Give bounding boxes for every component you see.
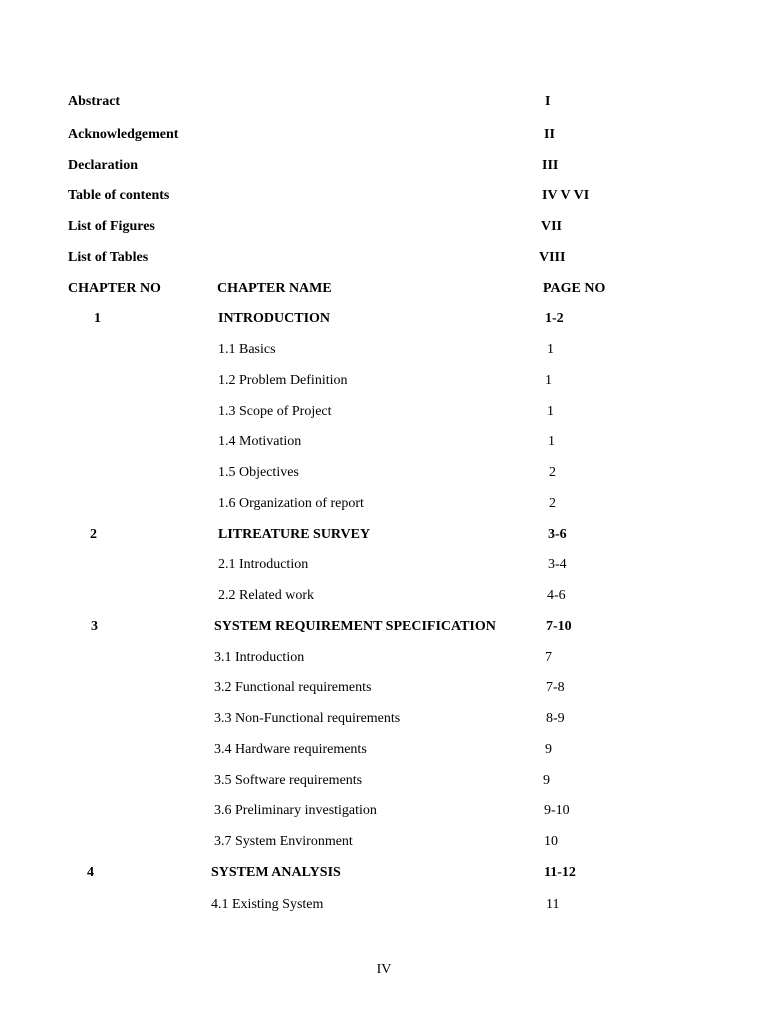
toc-page: I xyxy=(545,94,551,109)
toc-label: Declaration xyxy=(68,158,138,173)
section-title: 3.5 Software requirements xyxy=(214,773,363,788)
section-page: 9 xyxy=(545,742,552,757)
chapter-title: SYSTEM ANALYSIS xyxy=(211,865,341,880)
chapter-row xyxy=(0,525,768,545)
section-row xyxy=(0,371,768,391)
page-number-footer: IV xyxy=(376,962,392,977)
section-page: 7-8 xyxy=(546,680,565,695)
toc-row-list-of-figures xyxy=(0,217,768,237)
chapter-title: SYSTEM REQUIREMENT SPECIFICATION xyxy=(214,619,496,634)
section-title: 3.7 System Environment xyxy=(214,834,353,849)
section-page: 3-4 xyxy=(548,557,567,572)
section-title: 3.1 Introduction xyxy=(214,650,305,665)
toc-page: IV V VI xyxy=(542,188,590,203)
chapter-pages: 3-6 xyxy=(548,527,567,542)
section-row xyxy=(0,586,768,606)
chapter-name-heading: CHAPTER NAME xyxy=(217,281,332,296)
toc-label: Abstract xyxy=(68,94,121,109)
toc-page: II xyxy=(544,127,555,142)
section-page: 1 xyxy=(547,342,554,357)
section-title: 2.2 Related work xyxy=(218,588,315,603)
toc-column-header xyxy=(0,279,768,299)
section-title: 1.1 Basics xyxy=(218,342,276,357)
section-page: 7 xyxy=(545,650,552,665)
section-page: 11 xyxy=(546,897,560,912)
section-row xyxy=(0,801,768,821)
section-row xyxy=(0,494,768,514)
chapter-row xyxy=(0,309,768,329)
section-row xyxy=(0,709,768,729)
section-row xyxy=(0,340,768,360)
section-title: 3.3 Non-Functional requirements xyxy=(214,711,401,726)
section-page: 1 xyxy=(548,434,555,449)
toc-label: List of Figures xyxy=(68,219,155,234)
section-title: 4.1 Existing System xyxy=(211,897,324,912)
section-row xyxy=(0,402,768,422)
toc-label: Acknowledgement xyxy=(68,127,179,142)
chapter-pages: 11-12 xyxy=(544,865,576,880)
section-title: 1.6 Organization of report xyxy=(218,496,364,511)
section-row xyxy=(0,771,768,791)
section-title: 1.5 Objectives xyxy=(218,465,299,480)
section-title: 2.1 Introduction xyxy=(218,557,309,572)
section-page: 9-10 xyxy=(544,803,570,818)
toc-row-list-of-tables xyxy=(0,248,768,268)
section-row xyxy=(0,895,768,915)
toc-row-declaration xyxy=(0,156,768,176)
chapter-no-heading: CHAPTER NO xyxy=(68,281,161,296)
section-page: 9 xyxy=(543,773,550,788)
section-row xyxy=(0,678,768,698)
toc-label: List of Tables xyxy=(68,250,149,265)
chapter-number: 1 xyxy=(94,311,101,326)
toc-page: VII xyxy=(541,219,563,234)
toc-label: Table of contents xyxy=(68,188,170,203)
section-page: 8-9 xyxy=(546,711,565,726)
section-page: 1 xyxy=(547,404,554,419)
chapter-title: INTRODUCTION xyxy=(218,311,331,326)
section-row xyxy=(0,432,768,452)
toc-row-abstract xyxy=(0,92,768,112)
chapter-row xyxy=(0,863,768,883)
page-no-heading: PAGE NO xyxy=(543,281,606,296)
section-title: 3.6 Preliminary investigation xyxy=(214,803,377,818)
section-row xyxy=(0,648,768,668)
toc-row-acknowledgement xyxy=(0,125,768,145)
chapter-row xyxy=(0,617,768,637)
section-page: 10 xyxy=(544,834,558,849)
section-title: 3.4 Hardware requirements xyxy=(214,742,367,757)
section-row xyxy=(0,463,768,483)
toc-page: III xyxy=(542,158,559,173)
toc-page: VIII xyxy=(539,250,566,265)
section-title: 1.4 Motivation xyxy=(218,434,302,449)
chapter-title: LITREATURE SURVEY xyxy=(218,527,371,542)
section-page: 2 xyxy=(549,496,556,511)
section-row xyxy=(0,740,768,760)
section-title: 3.2 Functional requirements xyxy=(214,680,372,695)
chapter-pages: 1-2 xyxy=(545,311,564,326)
section-page: 4-6 xyxy=(547,588,566,603)
toc-row-table-of-contents xyxy=(0,186,768,206)
chapter-pages: 7-10 xyxy=(546,619,572,634)
section-title: 1.2 Problem Definition xyxy=(218,373,348,388)
section-row xyxy=(0,555,768,575)
section-page: 2 xyxy=(549,465,556,480)
chapter-number: 4 xyxy=(87,865,94,880)
section-row xyxy=(0,832,768,852)
section-page: 1 xyxy=(545,373,552,388)
section-title: 1.3 Scope of Project xyxy=(218,404,332,419)
chapter-number: 3 xyxy=(91,619,98,634)
chapter-number: 2 xyxy=(90,527,97,542)
